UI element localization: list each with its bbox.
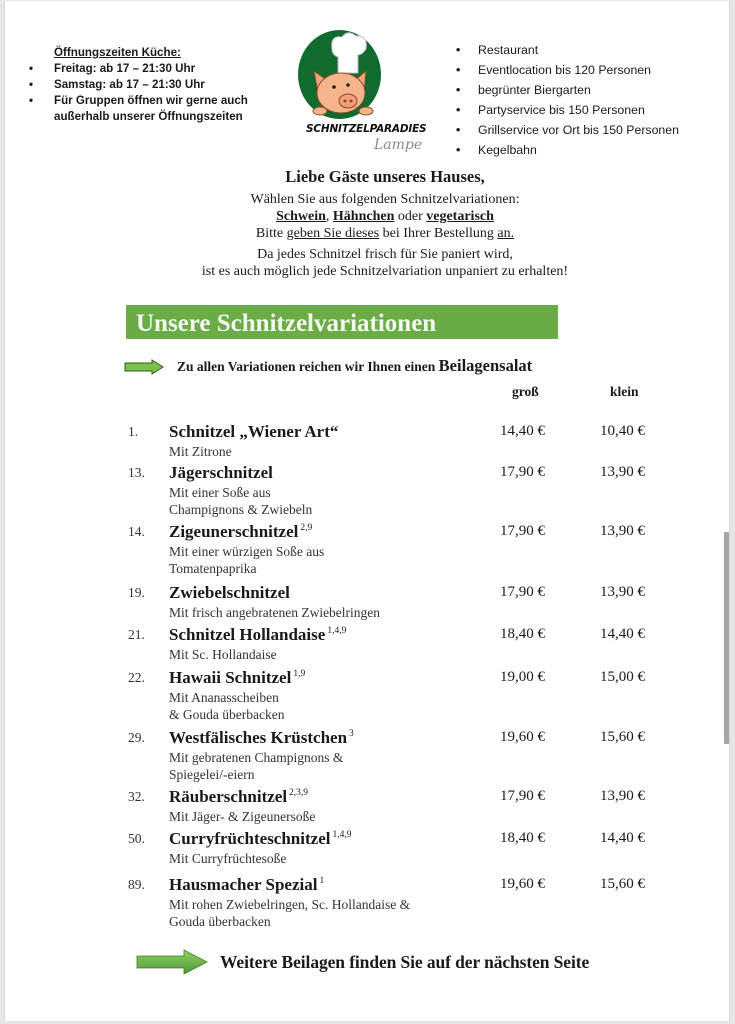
hours-item: • Samstag: ab 17 – 21:30 Uhr bbox=[54, 77, 272, 93]
item-name: Zwiebelschnitzel bbox=[169, 583, 290, 602]
intro bbox=[120, 168, 650, 280]
column-large: groß bbox=[512, 384, 539, 399]
price-small: 15,60 € bbox=[600, 876, 645, 892]
kitchen-hours bbox=[22, 45, 272, 125]
price-small: 15,00 € bbox=[600, 669, 645, 685]
greeting: Liebe Gäste unseres Hauses, bbox=[285, 167, 485, 186]
option-pork: Schwein bbox=[276, 209, 326, 224]
logo-subtitle: Lampe bbox=[374, 137, 423, 153]
salad-note: Zu allen Variationen reichen wir Ihnen einen Beilagensalat bbox=[177, 356, 533, 375]
hours-item: • Freitag: ab 17 – 21:30 Uhr bbox=[54, 61, 272, 77]
logo-brand: SCHNITZELPARADIES bbox=[306, 123, 427, 135]
price-small: 13,90 € bbox=[600, 464, 645, 480]
section-title: Unsere Schnitzelvariationen bbox=[126, 305, 558, 339]
item-desc: Mit Ananasscheiben & Gouda überbacken bbox=[169, 690, 285, 722]
price-large: 18,40 € bbox=[500, 626, 545, 642]
intro-line: Wählen Sie aus folgenden Schnitzelvariationen: bbox=[250, 192, 520, 207]
intro-line: Bitte geben Sie dieses bei Ihrer Bestellung an. bbox=[255, 226, 515, 241]
item-name: Curryfrüchteschnitzel $^{1,4,9}$ bbox=[169, 829, 352, 848]
item-name: Schnitzel Hollandaise $^{1,4,9}$ bbox=[169, 625, 347, 644]
item-desc: Mit Curryfrüchtesoße bbox=[169, 851, 287, 866]
item-desc: Mit rohen Zwiebelringen, Sc. Hollandaise & Gouda überbacken bbox=[169, 897, 411, 929]
price-large: 17,90 € bbox=[500, 584, 545, 600]
service-item: • Grillservice vor Ort bis 150 Personen bbox=[478, 120, 718, 140]
item-name: Jägerschnitzel bbox=[169, 463, 273, 482]
option-chicken: Hähnchen bbox=[332, 209, 395, 224]
price-large: 19,00 € bbox=[500, 669, 545, 685]
item-desc: Mit Jäger- & Zigeunersoße bbox=[169, 809, 316, 824]
intro-line: ist es auch möglich jede Schnitzelvariation unpaniert zu erhalten! bbox=[201, 264, 569, 279]
service-item: • Restaurant bbox=[478, 40, 718, 60]
option-vegetarian: vegetarisch bbox=[426, 209, 494, 224]
item-name: Räuberschnitzel $^{2,3,9}$ bbox=[169, 787, 309, 806]
services-list bbox=[478, 40, 718, 160]
price-small: 13,90 € bbox=[600, 523, 645, 539]
arrow-right-icon bbox=[124, 359, 164, 375]
price-large: 17,90 € bbox=[500, 523, 545, 539]
service-item: • begrünter Biergarten bbox=[478, 80, 718, 100]
item-name: Schnitzel „Wiener Art“ bbox=[169, 422, 339, 441]
item-desc: Mit gebratenen Champignons & Spiegelei/-eiern bbox=[169, 750, 344, 782]
item-desc: Mit Zitrone bbox=[169, 444, 232, 459]
item-name: Zigeunerschnitzel $^{2,9}$ bbox=[169, 522, 313, 541]
item-name: Westfälisches Krüstchen $^3$ bbox=[169, 728, 354, 747]
price-small: 14,40 € bbox=[600, 626, 645, 642]
price-small: 10,40 € bbox=[600, 423, 645, 439]
item-name: Hawaii Schnitzel $^{1,9}$ bbox=[169, 668, 306, 687]
price-large: 14,40 € bbox=[500, 423, 545, 439]
service-item: • Eventlocation bis 120 Personen bbox=[478, 60, 718, 80]
footer-note: Weitere Beilagen finden Sie auf der nächsten Seite bbox=[220, 952, 590, 972]
item-desc: Mit einer würzigen Soße aus Tomatenpaprika bbox=[169, 544, 325, 576]
service-item: • Partyservice bis 150 Personen bbox=[478, 100, 718, 120]
price-large: 19,60 € bbox=[500, 876, 545, 892]
pig-chef-icon bbox=[296, 29, 386, 124]
item-desc: Mit frisch angebratenen Zwiebelringen bbox=[169, 605, 381, 620]
price-small: 13,90 € bbox=[600, 788, 645, 804]
column-small: klein bbox=[610, 384, 639, 399]
price-large: 17,90 € bbox=[500, 464, 545, 480]
intro-line: Da jedes Schnitzel frisch für Sie paniert wird, bbox=[257, 247, 513, 262]
arrow-right-icon bbox=[136, 949, 208, 975]
logo bbox=[296, 29, 436, 159]
hours-item: • Für Gruppen öffnen wir gerne auch außerhalb unserer Öffnungszeiten bbox=[54, 93, 272, 125]
price-small: 14,40 € bbox=[600, 830, 645, 846]
price-large: 18,40 € bbox=[500, 830, 545, 846]
service-item: • Kegelbahn bbox=[478, 140, 718, 160]
price-small: 13,90 € bbox=[600, 584, 645, 600]
vertical-scrollbar[interactable] bbox=[724, 532, 729, 744]
item-desc: Mit einer Soße aus Champignons & Zwiebeln bbox=[169, 485, 313, 517]
item-name: Hausmacher Spezial $^1$ bbox=[169, 875, 325, 894]
item-desc: Mit Sc. Hollandaise bbox=[169, 647, 277, 662]
price-small: 15,60 € bbox=[600, 729, 645, 745]
price-large: 17,90 € bbox=[500, 788, 545, 804]
hours-title: Öffnungszeiten Küche: bbox=[54, 46, 181, 59]
meat-options: Schwein, Hähnchen oder vegetarisch bbox=[276, 209, 494, 224]
price-large: 19,60 € bbox=[500, 729, 545, 745]
